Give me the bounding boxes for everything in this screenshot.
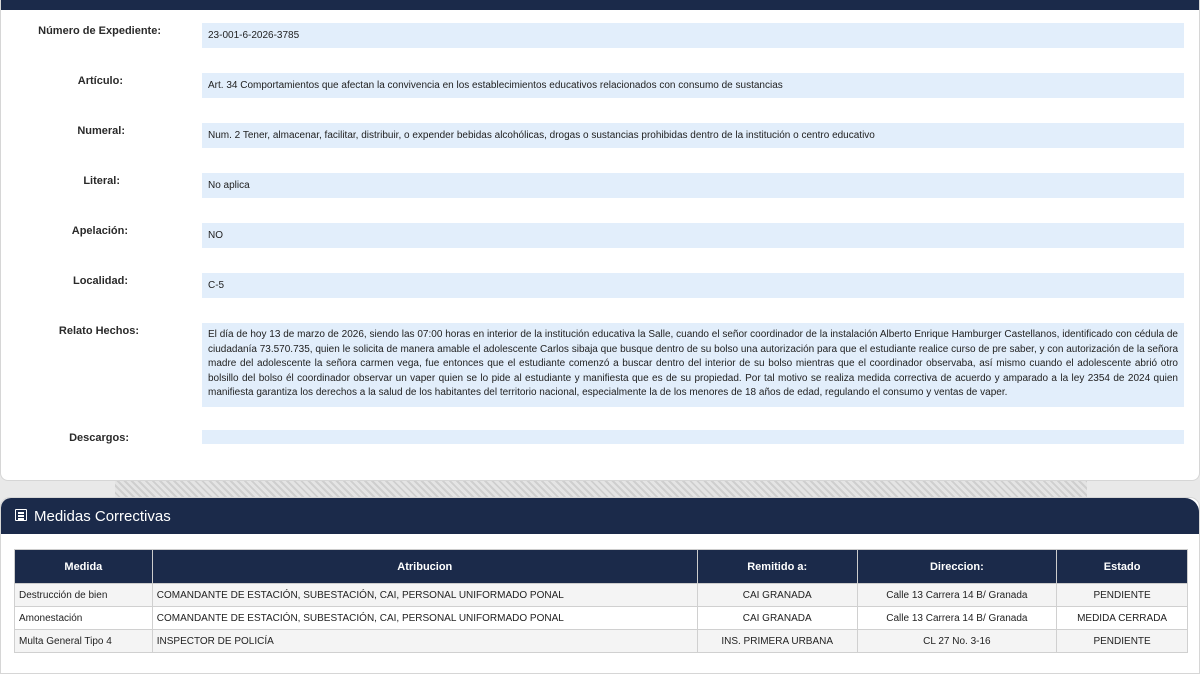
cell-estado: PENDIENTE	[1057, 584, 1188, 607]
label-numero-expediente: Número de Expediente:	[38, 25, 161, 37]
cell-estado: MEDIDA CERRADA	[1057, 607, 1188, 630]
field-numero-expediente[interactable]: 23-001-6-2026-3785	[202, 23, 1184, 48]
cell-direccion: Calle 13 Carrera 14 B/ Granada	[857, 607, 1057, 630]
cell-medida: Amonestación	[15, 607, 153, 630]
field-numeral[interactable]: Num. 2 Tener, almacenar, facilitar, distribuir, o expender bebidas alcohólicas, drogas o sustancias prohibidas dentro de la institución o centro educativo	[202, 123, 1184, 148]
col-remitido[interactable]: Remitido a:	[697, 550, 857, 584]
label-literal: Literal:	[83, 175, 120, 187]
cell-direccion: CL 27 No. 3-16	[857, 630, 1057, 653]
label-articulo: Artículo:	[77, 75, 123, 87]
cell-remitido: INS. PRIMERA URBANA	[697, 630, 857, 653]
cell-estado: PENDIENTE	[1057, 630, 1188, 653]
col-atribucion[interactable]: Atribucion	[152, 550, 697, 584]
label-numeral: Numeral:	[77, 125, 125, 137]
label-relato-hechos: Relato Hechos:	[58, 325, 139, 337]
field-apelacion[interactable]: NO	[202, 223, 1184, 248]
field-literal[interactable]: No aplica	[202, 173, 1184, 198]
medidas-title: Medidas Correctivas	[34, 508, 171, 525]
field-descargos[interactable]	[202, 430, 1184, 444]
col-estado[interactable]: Estado	[1057, 550, 1188, 584]
cell-atribucion: COMANDANTE DE ESTACIÓN, SUBESTACIÓN, CAI, PERSONAL UNIFORMADO PONAL	[152, 607, 697, 630]
medidas-correctivas-panel	[0, 497, 1200, 674]
cell-direccion: Calle 13 Carrera 14 B/ Granada	[857, 584, 1057, 607]
col-medida[interactable]: Medida	[15, 550, 153, 584]
medidas-table	[14, 549, 1188, 653]
panel-header-bar	[1, 0, 1199, 10]
list-alt-icon	[15, 509, 27, 521]
label-localidad: Localidad:	[72, 275, 128, 287]
label-descargos: Descargos:	[69, 432, 129, 444]
field-articulo[interactable]: Art. 34 Comportamientos que afectan la convivencia en los establecimientos educativos relacionados con consumo de sustancias	[202, 73, 1184, 98]
medidas-header	[1, 498, 1199, 534]
table-row[interactable]	[15, 584, 1188, 607]
field-relato-hechos[interactable]: El día de hoy 13 de marzo de 2026, siendo las 07:00 horas en interior de la institución educativa la Salle, cuando el señor coordinador de la instalación Alberto Enrique Hamburger Castellanos, identificado con cédula de ciudadanía 73.570.735, quien le solicita de manera amable el adolescente Carlos sibaja que busque dentro de su bolso una autorización para que el estudiante realice curso de pre saber, y con autorización de la señora madre del adolescente la señora carmen vega, fue entonces que el estudiante comenzó a buscar dentro del interior de su bolso mientras que el coordinador observaba, así mismo cuando el adolescente abrió otro bolsillo del bolso él coordinador observar un vaper quien se lo pide al estudiante y manifiesta que es de su propiedad. Por tal motivo se realiza medida correctiva de acuerdo y amparado a la ley 2354 de 2024 quien manifiesta garantiza los derechos a la salud de los habitantes del territorio nacional, especialmente la de los menores de 18 años de edad, regulando el consumo y ventas de vaper.	[202, 323, 1184, 407]
table-row[interactable]	[15, 630, 1188, 653]
col-direccion[interactable]: Direccion:	[857, 550, 1057, 584]
field-localidad[interactable]: C-5	[202, 273, 1184, 298]
cell-remitido: CAI GRANADA	[697, 584, 857, 607]
cell-atribucion: COMANDANTE DE ESTACIÓN, SUBESTACIÓN, CAI, PERSONAL UNIFORMADO PONAL	[152, 584, 697, 607]
cell-medida: Destrucción de bien	[15, 584, 153, 607]
label-apelacion: Apelación:	[71, 225, 128, 237]
cell-atribucion: INSPECTOR DE POLICÍA	[152, 630, 697, 653]
cell-medida: Multa General Tipo 4	[15, 630, 153, 653]
cell-remitido: CAI GRANADA	[697, 607, 857, 630]
table-row[interactable]	[15, 607, 1188, 630]
